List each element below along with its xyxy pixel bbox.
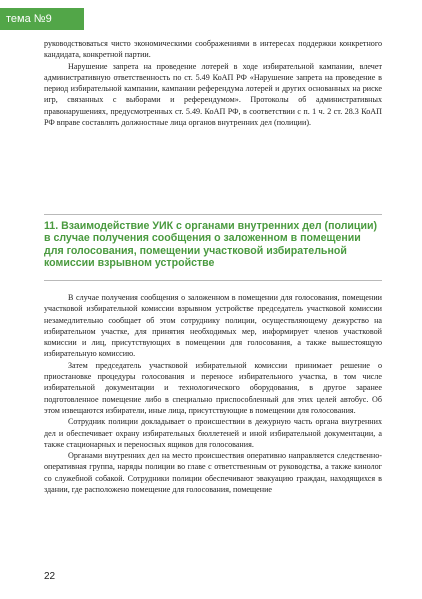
section-paragraph-1: В случае получения сообщения о заложенном в помещении для голосования, помещении участковой избирательной комиссии взрывном устройстве председатель участковой комиссии незамедлительно сообщает об этом сотруднику полиции, осуществляющему дежурство на избирательном участке, для принятия необходимых мер, информирует членов участковой комиссии и лиц, присутствующих в помещении для голосования, а также вышестоящую избирательную комиссию. (44, 293, 382, 359)
section-paragraph-2: Затем председатель участковой избирательной комиссии принимает решение о приостановке процедуры голосования и переносе избирательного участка, в том числе избирательной документации и технологического оборудования, в другое заранее подготовленное помещение либо в специально приспособленный для этих целей автобус. Об этом извещаются избиратели, иные лица, присутствующие в помещении для голосования. (44, 360, 382, 415)
section-paragraph-4: Органами внутренних дел на место происшествия оперативно направляется следственно-оперативная группа, наряды полиции во главе с ответственным от руководства, а также кинолог со служебной собакой. Сотрудники полиции обеспечивают эвакуацию граждан, находящихся в здании, где расположено помещение для голосования, помещение (44, 451, 382, 495)
section-paragraph-3: Сотрудник полиции докладывает о происшествии в дежурную часть органа внутренних дел и обеспечивает охрану избирательных бюллетеней и иной избирательной документации, а также стационарных и переносных ящиков для голосования. (44, 417, 382, 449)
intro-paragraph-2: Нарушение запрета на проведение лотерей в ходе избирательной кампании, влечет административную ответственность по ст. 5.49 КоАП РФ «Нарушение запрета на проведение в период избирательной кампании, кампании референдума лотерей и других основанных на риске игр, связанных с выборами и референдумом». Протоколы об административных правонарушениях, предусмотренных ст. 5.49. КоАП РФ, в соответствии с п. 1 ч. 2 ст. 28.3 КоАП РФ вправе составлять должностные лица органов внутренних дел (полиции). (44, 61, 382, 128)
topic-tab (0, 8, 84, 30)
section-heading: 11. Взаимодействие УИК с органами внутренних дел (полиции) в случае получения сообщения о заложенном в помещении для голосования, помещении участковой избирательной комиссии взрывном устройстве (44, 220, 377, 269)
section-divider-bottom (44, 280, 382, 281)
intro-paragraph-1: руководствоваться чисто экономическими соображениями в интересах поддержки конкретного кандидата, конкретной партии. (44, 39, 382, 60)
page-number: 22 (44, 571, 56, 582)
section-divider-top (44, 214, 382, 215)
section-body (44, 292, 382, 495)
topic-label: тема №9 (6, 13, 52, 25)
intro-text (44, 38, 382, 128)
